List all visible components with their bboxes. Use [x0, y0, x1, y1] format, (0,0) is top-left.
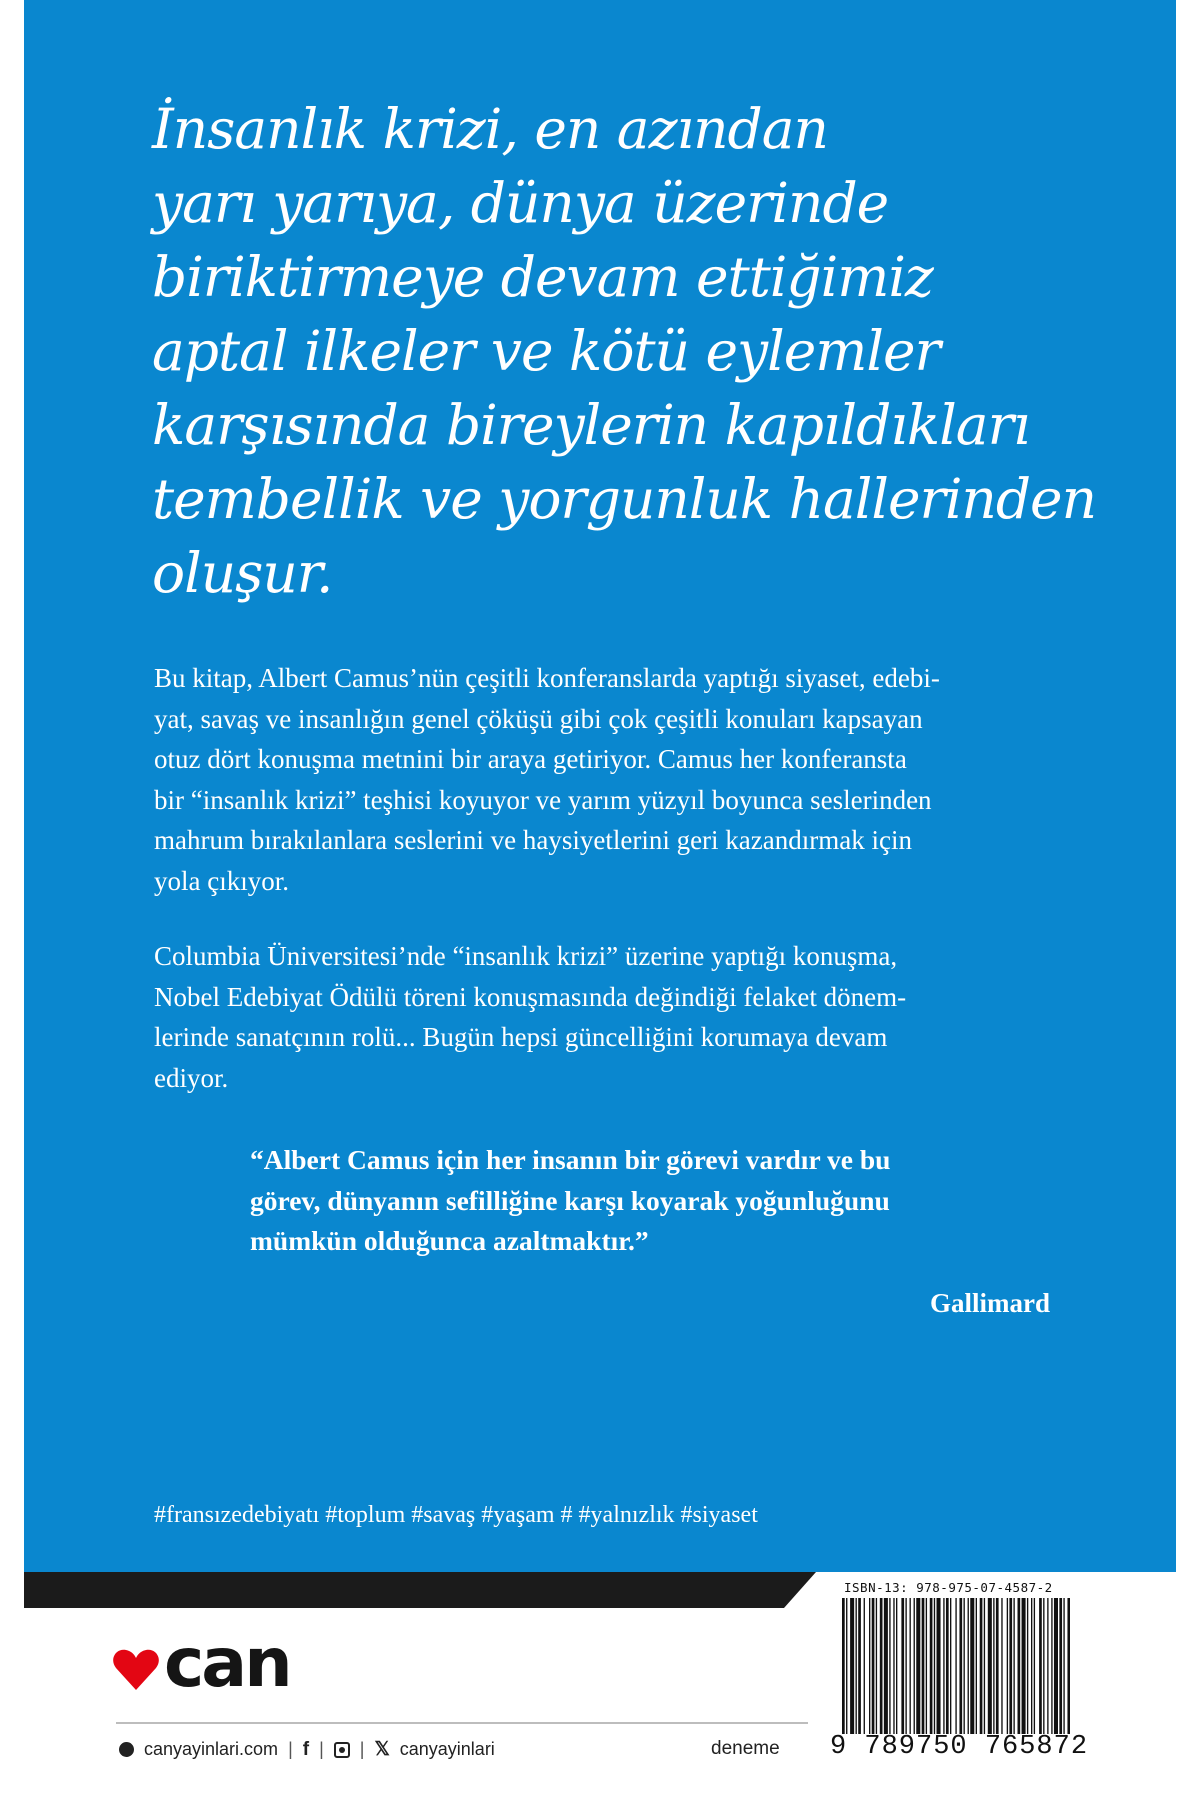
paragraph-line: Nobel Edebiyat Ödülü töreni konuşmasında değindiği felaket dönem-	[154, 981, 907, 1012]
barcode-bar	[905, 1598, 906, 1734]
book-back-cover	[24, 0, 1176, 1800]
barcode-bar	[988, 1598, 992, 1734]
quote-line: aptal ilkeler ve kötü eylemler	[152, 319, 940, 383]
barcode-bar	[889, 1598, 890, 1734]
paragraph-line: lerinde sanatçının rolü... Bugün hepsi güncelliğini korumaya devam	[154, 1022, 888, 1052]
barcode-bar	[943, 1598, 944, 1734]
barcode-bar	[955, 1598, 956, 1734]
quote-line: İnsanlık krizi, en azından	[152, 97, 828, 161]
barcode-bar	[1051, 1598, 1052, 1734]
barcode-bar	[858, 1598, 861, 1734]
barcode-bar	[869, 1598, 870, 1734]
barcode-bar	[842, 1598, 845, 1734]
barcode-digits: 9 789750 765872	[830, 1732, 1089, 1762]
barcode-bar	[1013, 1598, 1014, 1734]
barcode-bar	[922, 1598, 925, 1734]
facebook-icon: f	[302, 1738, 310, 1760]
paragraph-line: yola çıkıyor.	[154, 865, 289, 896]
barcode-bar	[968, 1598, 969, 1734]
blurb-line: “Albert Camus için her insanın bir görevi vardır ve bu	[250, 1144, 891, 1175]
website-link: canyayinlari.com	[144, 1739, 279, 1759]
barcode-icon	[842, 1598, 1070, 1734]
barcode-bar	[926, 1598, 927, 1734]
barcode-bar	[893, 1598, 894, 1734]
barcode-bar	[934, 1598, 935, 1734]
barcode-bar	[964, 1598, 965, 1734]
description-paragraph-1	[154, 658, 1074, 901]
barcode-bar	[1018, 1598, 1021, 1734]
globe-icon	[119, 1742, 134, 1757]
quote-line: yarı yarıya, dünya üzerinde	[152, 171, 889, 235]
barcode-bar	[1022, 1598, 1026, 1734]
separator: |	[359, 1739, 365, 1759]
barcode-bar	[846, 1598, 847, 1734]
footer-divider	[116, 1722, 808, 1724]
paragraph-line: otuz dört konuşma metnini bir araya getiriyor. Camus her konferansta	[154, 744, 907, 774]
barcode-bar	[959, 1598, 962, 1734]
barcode-bar	[1007, 1598, 1008, 1734]
barcode-bar	[910, 1598, 911, 1734]
barcode-bar	[864, 1598, 865, 1734]
barcode-bar	[916, 1598, 920, 1734]
blurb-line: görev, dünyanın sefilliğine karşı koyarak yoğunluğunu	[250, 1184, 890, 1216]
barcode-bar	[946, 1598, 949, 1734]
hashtags: #fransızedebiyatı #toplum #savaş #yaşam # #yalnızlık #siyaset	[154, 1502, 758, 1528]
x-icon: 𝕏	[374, 1739, 390, 1760]
logo-wordmark: can	[164, 1624, 290, 1703]
press-blurb	[250, 1140, 1068, 1262]
quote-line: oluşur.	[152, 541, 333, 605]
barcode-bar	[880, 1598, 883, 1734]
barcode-bar	[1063, 1598, 1064, 1734]
quote-line: biriktirmeye devam ettiğimiz	[152, 245, 933, 309]
barcode-bar	[937, 1598, 941, 1734]
paragraph-line: mahrum bırakılanlara seslerini ve haysiyetlerini geri kazandırmak için	[154, 825, 912, 855]
quote-line: tembellik ve yorgunluk hallerinden	[152, 467, 1097, 531]
barcode-bar	[872, 1598, 875, 1734]
barcode-bar	[1034, 1598, 1035, 1734]
paragraph-line: yat, savaş ve insanlığın genel çöküşü gibi çok çeşitli konuları kapsayan	[154, 703, 923, 734]
barcode-bar	[996, 1598, 999, 1734]
barcode-bar	[1043, 1598, 1044, 1734]
barcode-bar	[1009, 1598, 1012, 1734]
barcode-bar	[896, 1598, 897, 1734]
barcode-bar	[970, 1598, 974, 1734]
paragraph-line: Columbia Üniversitesi’nde “insanlık krizi” üzerine yaptığı konuşma,	[154, 941, 898, 971]
blue-panel	[24, 0, 1176, 1572]
blurb-source: Gallimard	[930, 1288, 1050, 1318]
x-handle: canyayinlari	[399, 1739, 495, 1759]
barcode-bar	[1054, 1598, 1058, 1734]
publisher-links	[119, 1738, 495, 1761]
separator: |	[319, 1739, 324, 1759]
barcode-bar	[1059, 1598, 1062, 1734]
barcode-bar	[1031, 1598, 1032, 1734]
barcode-bar	[884, 1598, 888, 1734]
barcode-bar	[993, 1598, 994, 1734]
paragraph-line: bir “insanlık krizi” teşhisi koyuyor ve yarım yüzyıl boyunca seslerinden	[154, 784, 932, 815]
separator: |	[288, 1739, 293, 1759]
barcode-bar	[856, 1598, 857, 1734]
isbn-label: ISBN-13: 978-975-07-4587-2	[844, 1580, 1053, 1595]
genre-label: deneme	[711, 1738, 780, 1759]
paragraph-line: Bu kitap, Albert Camus’nün çeşitli konferanslarda yaptığı siyaset, edebi-	[154, 663, 940, 693]
barcode-bar	[950, 1598, 951, 1734]
barcode-bar	[930, 1598, 933, 1734]
barcode-bar	[1001, 1598, 1002, 1734]
publisher-logo	[112, 1624, 312, 1703]
description-paragraph-2	[154, 936, 1074, 1098]
barcode-bar	[876, 1598, 877, 1734]
barcode-bar	[1039, 1598, 1042, 1734]
barcode-bar	[901, 1598, 904, 1734]
cover-quote	[152, 92, 1097, 610]
barcode-bar	[984, 1598, 985, 1734]
paragraph-line: ediyor.	[154, 1062, 229, 1093]
barcode-bar	[1047, 1598, 1048, 1734]
barcode-bar	[914, 1598, 915, 1734]
barcode-bar	[850, 1598, 854, 1734]
blurb-line: mümkün olduğunca azaltmaktır.”	[250, 1225, 649, 1256]
barcode-bar	[980, 1598, 983, 1734]
heart-logo-icon	[112, 1648, 160, 1692]
quote-line: karşısında bireylerin kapıldıkları	[152, 393, 1030, 457]
barcode-bar	[1067, 1598, 1070, 1734]
barcode-bar	[1027, 1598, 1028, 1734]
barcode-bar	[976, 1598, 977, 1734]
instagram-icon	[334, 1742, 350, 1758]
